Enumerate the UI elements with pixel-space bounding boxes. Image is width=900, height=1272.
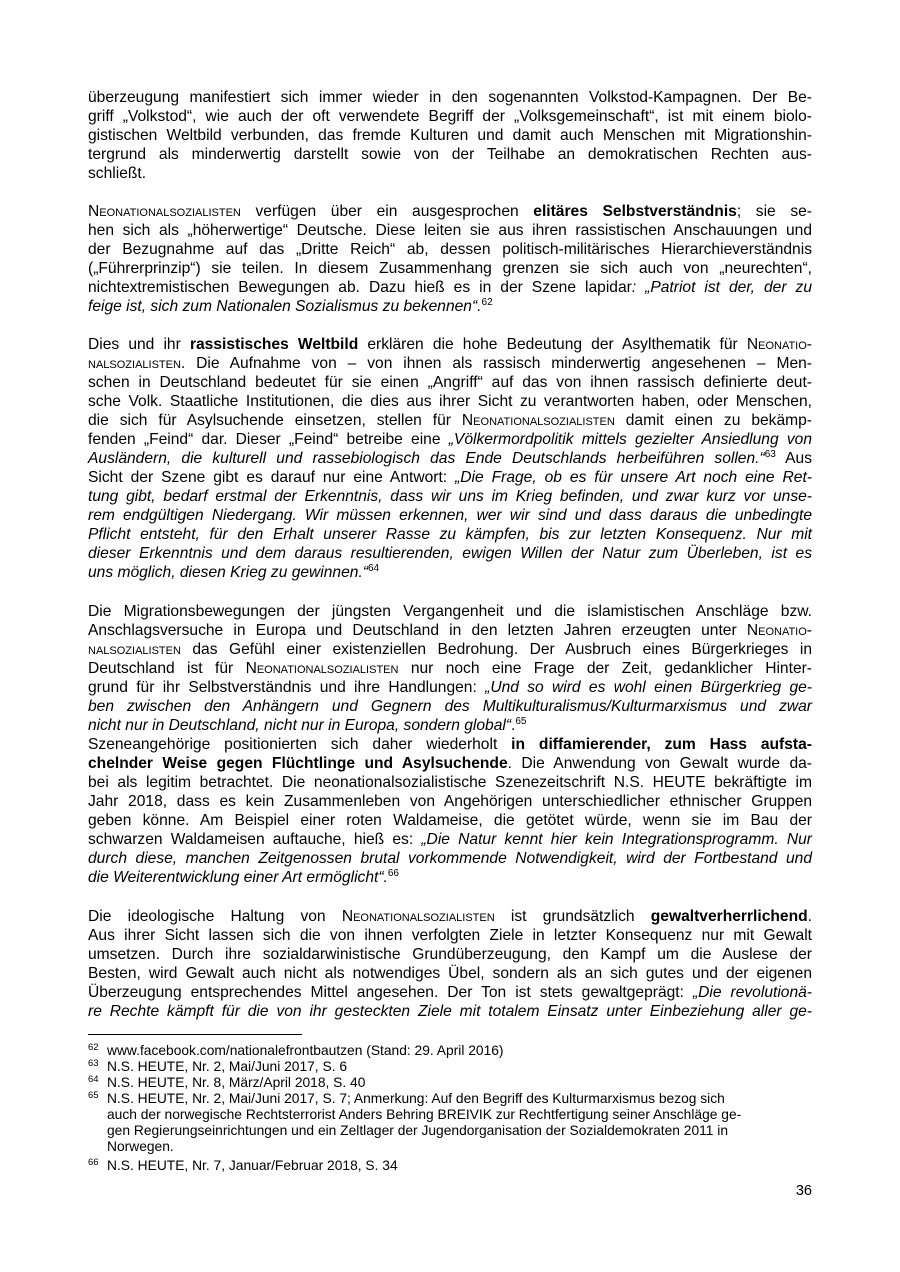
quote: tung gibt, bedarf erstmal der Erkenntnis, dass wir uns im Krieg befinden, und zwar kurz vor unse- bbox=[88, 488, 812, 505]
footnote-text: N.S. HEUTE, Nr. 8, März/April 2018, S. 40 bbox=[107, 1075, 366, 1090]
text-line: nicht nur in Deutschland, nicht nur in Europa, sondern global“.$^{65}$ bbox=[88, 716, 527, 734]
quote: „Völkermordpolitik mittels gezielter Ansiedlung von bbox=[448, 431, 812, 448]
text-line: grund für ihr Selbstverständnis und ihre Handlungen: „Und so wird es wohl einen Bürgerkrieg ge- bbox=[88, 679, 812, 696]
footnote-number: 66 bbox=[88, 1157, 99, 1168]
text-line: schwarzen Waldameisen auftauche, hieß es: „Die Natur kennt hier kein Integrationsprogramm. Nur bbox=[88, 831, 812, 848]
text-line: geben könne. Am Beispiel einer roten Waldameise, die getötet würde, wenn sie im Bau der bbox=[88, 812, 812, 829]
bold-emphasis: gewaltverherrlichend bbox=[650, 908, 808, 925]
text-line: bei als legitim betrachtet. Die neonationalsozialistische Szenezeitschrift N.S. HEUTE bekräftigte im bbox=[88, 774, 812, 791]
text-line: die sich für Asylsuchende einsetzen, stellen für Neonationalsozialisten damit einen zu bekämp- bbox=[88, 412, 812, 429]
quote: Pflicht entsteht, für den Erhalt unserer Rasse zu kämpfen, bis zur letzten Konsequenz. Nur mit bbox=[88, 526, 812, 543]
footnote-text: N.S. HEUTE, Nr. 2, Mai/Juni 2017, S. 6 bbox=[107, 1059, 348, 1074]
small-caps-term: nalsozialisten bbox=[88, 641, 181, 658]
footnote-ref: 64 bbox=[367, 563, 380, 574]
text-line: („Führerprinzip“) sie teilen. In diesem Zusammenhang grenzen sie sich auch von „neurechten“, bbox=[88, 260, 812, 277]
footnote-number: 64 bbox=[88, 1074, 99, 1085]
text-line bbox=[88, 697, 812, 716]
small-caps-term: Neonationalsozialisten bbox=[245, 660, 399, 677]
text-line bbox=[88, 487, 812, 506]
text-line: Anschlagsversuche in Europa und Deutschland in den letzten Jahren erzeugten unter Neonatio- bbox=[88, 622, 812, 639]
small-caps-term: Neonatio- bbox=[746, 622, 812, 639]
quote: „Die revolutionä- bbox=[692, 984, 812, 1001]
text-line: Dies und ihr rassistisches Weltbild erklären die hohe Bedeutung der Asylthematik für Neonatio- bbox=[88, 336, 812, 353]
footnote-number: 63 bbox=[88, 1058, 99, 1069]
text-line bbox=[88, 297, 812, 316]
text-line: Aus ihrer Sicht lassen sich die von ihnen verfolgten Ziele in letzter Konsequenz nur mit Gewalt bbox=[88, 927, 812, 944]
text-line: Jahr 2018, dass es kein Zusammenleben von Angehörigen unterschiedlicher ethnischer Gruppen bbox=[88, 793, 812, 810]
text-line bbox=[88, 563, 812, 582]
text-line bbox=[88, 849, 812, 868]
text-line bbox=[88, 868, 812, 887]
footnote-number: 62 bbox=[88, 1042, 99, 1053]
text-line: Besten, wird Gewalt auch nicht als notwendiges Übel, sondern als an sich gutes und der eigenen bbox=[88, 965, 812, 982]
quote: „Die Frage, ob es für unsere Art noch eine Ret- bbox=[455, 469, 812, 486]
small-caps-term: Neonationalsozialisten bbox=[341, 908, 495, 925]
footnote-separator bbox=[88, 1034, 302, 1035]
quote: durch diese, manchen Zeitgenossen brutal vorkommende Notwendigkeit, wird der Fortbestand und bbox=[88, 850, 812, 867]
text-line: nalsozialisten. Die Aufnahme von – von ihnen als rassisch minderwertig angesehenen – Men- bbox=[88, 355, 812, 372]
footnote-ref: 65 bbox=[515, 716, 527, 727]
quote: „Und so wird es wohl einen Bürgerkrieg ge- bbox=[485, 679, 812, 696]
text-line: griff „Volkstod“, wie auch der oft verwendete Begriff der „Volksgemeinschaft“, ist mit einem biolo- bbox=[88, 108, 812, 125]
small-caps-term: nalsozialisten bbox=[88, 355, 181, 372]
text-line bbox=[88, 1002, 812, 1021]
text-line: Neonationalsozialisten verfügen über ein ausgesprochen elitäres Selbstverständnis; sie se- bbox=[88, 203, 812, 220]
text-line: der Bezugnahme auf das „Dritte Reich“ ab, dessen politisch-militärisches Hierarchieverständnis bbox=[88, 241, 812, 258]
bold-emphasis: rassistisches Weltbild bbox=[189, 336, 359, 353]
footnote-text: Norwegen. bbox=[107, 1139, 174, 1154]
footnote-ref: 66 bbox=[387, 868, 399, 879]
footnote-text: N.S. HEUTE, Nr. 2, Mai/Juni 2017, S. 7; Anmerkung: Auf den Begriff des Kulturmarxismus bezog sich bbox=[107, 1091, 725, 1106]
quote: ben zwischen den Anhängern und Gegnern des Multikulturalismus/Kulturmarxismus und zwar bbox=[88, 698, 812, 715]
text-line bbox=[88, 544, 812, 563]
text-line: Die ideologische Haltung von Neonationalsozialisten ist grundsätzlich gewaltverherrlichend. bbox=[88, 908, 812, 925]
text-line bbox=[88, 525, 812, 544]
quote: uns möglich, diesen Krieg zu gewinnen.“ bbox=[88, 564, 368, 581]
quote: : „Patriot ist der, der zu bbox=[631, 279, 812, 296]
footnote-ref: 63 bbox=[764, 449, 776, 460]
text-line: überzeugung manifestiert sich immer wieder in den sogenannten Volkstod-Kampagnen. Der Be- bbox=[88, 89, 812, 106]
text-line: nalsozialisten das Gefühl einer existenziellen Bedrohung. Der Ausbruch eines Bürgerkrieges in bbox=[88, 641, 812, 658]
text-line: Deutschland ist für Neonationalsozialisten nur noch eine Frage der Zeit, gedanklicher Hinter- bbox=[88, 660, 812, 677]
text-line: umsetzen. Durch ihre sozialdarwinistische Grundüberzeugung, den Kampf um die Auslese der bbox=[88, 946, 812, 963]
bold-emphasis: chelnder Weise gegen Flüchtlinge und Asylsuchende bbox=[88, 755, 508, 772]
text-line: hen sich als „höherwertige“ Deutsche. Diese leiten sie aus ihren rassistischen Anschauungen und bbox=[88, 222, 812, 239]
text-line: schen in Deutschland bedeutet für sie einen „Angriff“ auf das von ihnen rassisch definierte deut- bbox=[88, 374, 812, 391]
quote: Ausländern, die kulturell und rassebiologisch das Ende Deutschlands herbeiführen sollen.“ bbox=[88, 450, 765, 467]
footnote-text: N.S. HEUTE, Nr. 7, Januar/Februar 2018, S. 34 bbox=[107, 1158, 398, 1173]
text-line: nichtextremistischen Bewegungen ab. Dazu hieß es in der Szene lapidar: „Patriot ist der, der zu bbox=[88, 279, 812, 296]
quote: rem endgültigen Niedergang. Wir müssen erkennen, wer wir sind und dass daraus die unbedingte bbox=[88, 507, 812, 524]
bold-emphasis: in diffamierender, zum Hass aufsta- bbox=[511, 736, 812, 753]
footnote-ref: 62 bbox=[481, 297, 493, 308]
small-caps-term: Neonationalsozialisten bbox=[461, 412, 615, 429]
text-line: sche Volk. Staatliche Institutionen, die dies aus ihrer Sicht zu verantworten haben, oder Menschen, bbox=[88, 393, 812, 410]
footnote-text: gen Regierungseinrichtungen und ein Zeltlager der Jugendorganisation der Sozialdemokraten 2011 in bbox=[107, 1123, 729, 1138]
text-line: schließt. bbox=[88, 165, 147, 182]
text-line: fenden „Feind“ dar. Dieser „Feind“ betreibe eine „Völkermordpolitik mittels gezielter Ansiedlung von bbox=[88, 431, 812, 448]
bold-emphasis: elitäres Selbstverständnis bbox=[533, 203, 737, 220]
quote: „Die Natur kennt hier kein Integrationsprogramm. Nur bbox=[421, 831, 812, 848]
footnote-text: www.facebook.com/nationalefrontbautzen (Stand: 29. April 2016) bbox=[107, 1043, 504, 1058]
text-line: tergrund als minderwertig darstellt sowie von der Teilhabe an demokratischen Rechten aus- bbox=[88, 146, 812, 163]
small-caps-term: Neonatio- bbox=[746, 336, 812, 353]
text-line: Szeneangehörige positionierten sich daher wiederholt in diffamierender, zum Hass aufsta- bbox=[88, 736, 812, 753]
page-number: 36 bbox=[795, 1183, 812, 1199]
text-line: gistischen Weltbild verbunden, das fremde Kulturen und damit auch Menschen mit Migrationshin- bbox=[88, 127, 812, 144]
footnote-number: 65 bbox=[88, 1090, 99, 1101]
text-line bbox=[88, 506, 812, 525]
quote: dieser Erkenntnis und dem daraus resultierenden, ewigen Willen der Natur zum Überleben, ist es bbox=[88, 545, 812, 562]
text-line: chelnder Weise gegen Flüchtlinge und Asylsuchende. Die Anwendung von Gewalt wurde da- bbox=[88, 755, 812, 772]
quote: nicht nur in Deutschland, nicht nur in Europa, sondern global“ bbox=[88, 717, 512, 734]
quote: feige ist, sich zum Nationalen Sozialismus zu bekennen“. bbox=[88, 298, 482, 315]
text-line: Die Migrationsbewegungen der jüngsten Vergangenheit und die islamistischen Anschläge bzw. bbox=[88, 603, 812, 620]
text-line: Ausländern, die kulturell und rassebiologisch das Ende Deutschlands herbeiführen sollen.“$^{63}$ Aus bbox=[88, 449, 812, 467]
small-caps-term: Neonationalsozialisten bbox=[88, 203, 241, 220]
footnote-text: auch der norwegische Rechtsterrorist Anders Behring BREIVIK zur Rechtfertigung seiner Anschläge ge- bbox=[107, 1107, 742, 1122]
quote: die Weiterentwicklung einer Art ermöglicht“. bbox=[88, 869, 388, 886]
text-line: Überzeugung entsprechendes Mittel angesehen. Der Ton ist stets gewaltgeprägt: „Die revolutionä- bbox=[88, 984, 812, 1001]
text-line: Sicht der Szene gibt es darauf nur eine Antwort: „Die Frage, ob es für unsere Art noch eine Ret- bbox=[88, 469, 812, 486]
quote: re Rechte kämpft für die von ihr gesteckten Ziele mit totalem Einsatz unter Einbeziehung aller ge- bbox=[88, 1003, 812, 1020]
